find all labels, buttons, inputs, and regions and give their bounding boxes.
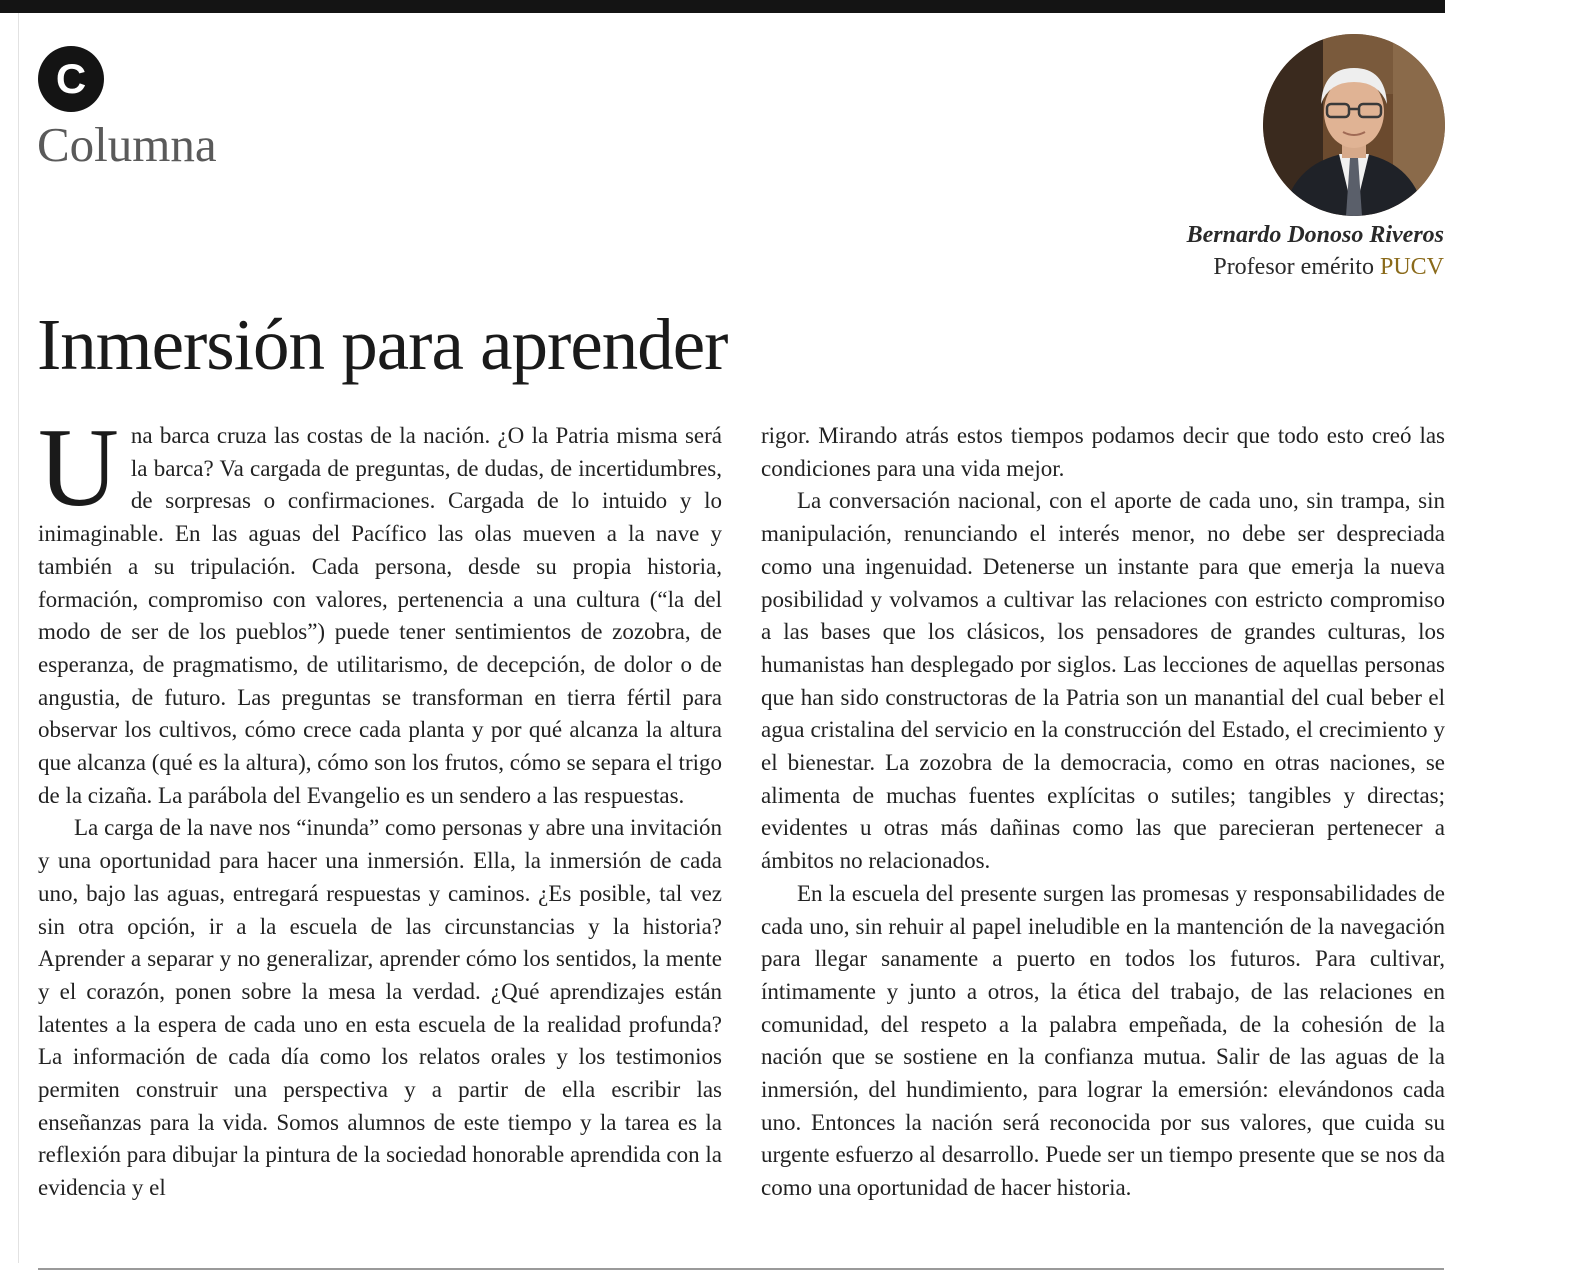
author-institution: PUCV — [1379, 254, 1444, 280]
paragraph-text: na barca cruza las costas de la nación. ¿O la Patria misma será la barca? Va cargada de preguntas, de dudas, de incertidumbres, de sorpresas o confirmaciones. Cargada de lo intuido y lo inimaginable. En las aguas del Pacífico las olas mueven a la nave y también a su tripulación. Cada persona, desde su propia historia, formación, compromiso con valores, pertenencia a una cultura (“la del modo de ser de los pueblos”) puede tener sentimientos de zozobra, de esperanza, de pragmatismo, de utilitarismo, de decepción, de dolor o de angustia, de futuro. Las preguntas se transforman en tierra fértil para observar los cultivos, cómo crece cada planta y por qué alcanza la altura que alcanza (qué es la altura), cómo son los frutos, cómo se separa el trigo de la cizaña. La parábola del Evangelio es un sendero a las respuestas. — [38, 423, 722, 808]
author-name: Bernardo Donoso Riveros — [1186, 222, 1444, 248]
article-paragraph — [38, 406, 722, 812]
article-paragraph: En la escuela del presente surgen las promesas y responsabilidades de cada uno, sin rehuir al papel ineludible en la mantención de la navegación para llegar sanamente a puerto en todos los futuros. Para cultivar, íntimamente y junto a otros, la ética del trabajo, de las relaciones en comunidad, del respeto a la palabra empeñada, de la cohesión de la nación que se sostiene en la confianza mutua. Salir de las aguas de la inmersión, del hundimiento, para lograr la emersión: elevándonos cada uno. Entonces la nación será reconocida por sus valores, que cuida su urgente esfuerzo al desarrollo. Puede ser un tiempo presente que se nos da como una oportunidad de hacer historia. — [761, 880, 1445, 1201]
author-photo — [1263, 34, 1445, 216]
author-role — [1213, 254, 1444, 281]
bottom-rule — [38, 1268, 1444, 1270]
article-paragraph: La carga de la nave nos “inunda” como personas y abre una invitación y una oportunidad para hacer una inmersión. Ella, la inmersión de cada uno, bajo las aguas, entregará respuestas y caminos. ¿Es posible, tal vez sin otra opción, ir a la escuela de las circunstancias y la historia? Aprender a separar y no generalizar, aprender cómo los sentidos, la mente y el corazón, ponen sobre la mesa la verdad. ¿Qué aprendizajes están latentes a la espera de cada uno en esta escuela de la realidad profunda? La información de cada día como los relatos orales y los testimonios permiten construir una perspectiva y a partir de ella escribir las enseñanzas para la vida. Somos alumnos de este tiempo y la tarea es la reflexión para dibujar la pintura de la sociedad honorable aprendida con la evidencia y el — [38, 815, 722, 1201]
dropcap-letter: U — [38, 406, 119, 530]
section-name: Columna — [37, 117, 217, 172]
left-margin-rule — [18, 13, 19, 1263]
article-column-left — [38, 406, 722, 1205]
author-role-title: Profesor emérito — [1213, 254, 1380, 280]
author-portrait-image — [1263, 34, 1445, 216]
article-column-right — [761, 420, 1445, 1205]
section-badge-letter: C — [55, 55, 87, 102]
article-paragraph: La conversación nacional, con el aporte de cada uno, sin trampa, sin manipulación, renunciando el interés menor, no debe ser despreciada como una ingenuidad. Detenerse un instante para que emerja la nueva posibilidad y volvamos a cultivar las relaciones con estricto compromiso a las bases que los clásicos, los pensadores de grandes culturas, los humanistas han desplegado por siglos. Las lecciones de aquellas personas que han sido constructoras de la Patria son un manantial del cual beber el agua cristalina del servicio en la construcción del Estado, el crecimiento y el bienestar. La zozobra de la democracia, como en otras naciones, se alimenta de muchas fuentes explícitas o sutiles; tangibles y directas; evidentes u otras más dañinas como las que parecieran pertenecer a ámbitos no relacionados. — [761, 488, 1445, 874]
article-paragraph: rigor. Mirando atrás estos tiempos podamos decir que todo esto creó las condiciones para una vida mejor. — [761, 423, 1445, 481]
article-headline: Inmersión para aprender — [37, 304, 728, 385]
top-rule — [0, 0, 1445, 13]
section-badge — [38, 46, 104, 112]
